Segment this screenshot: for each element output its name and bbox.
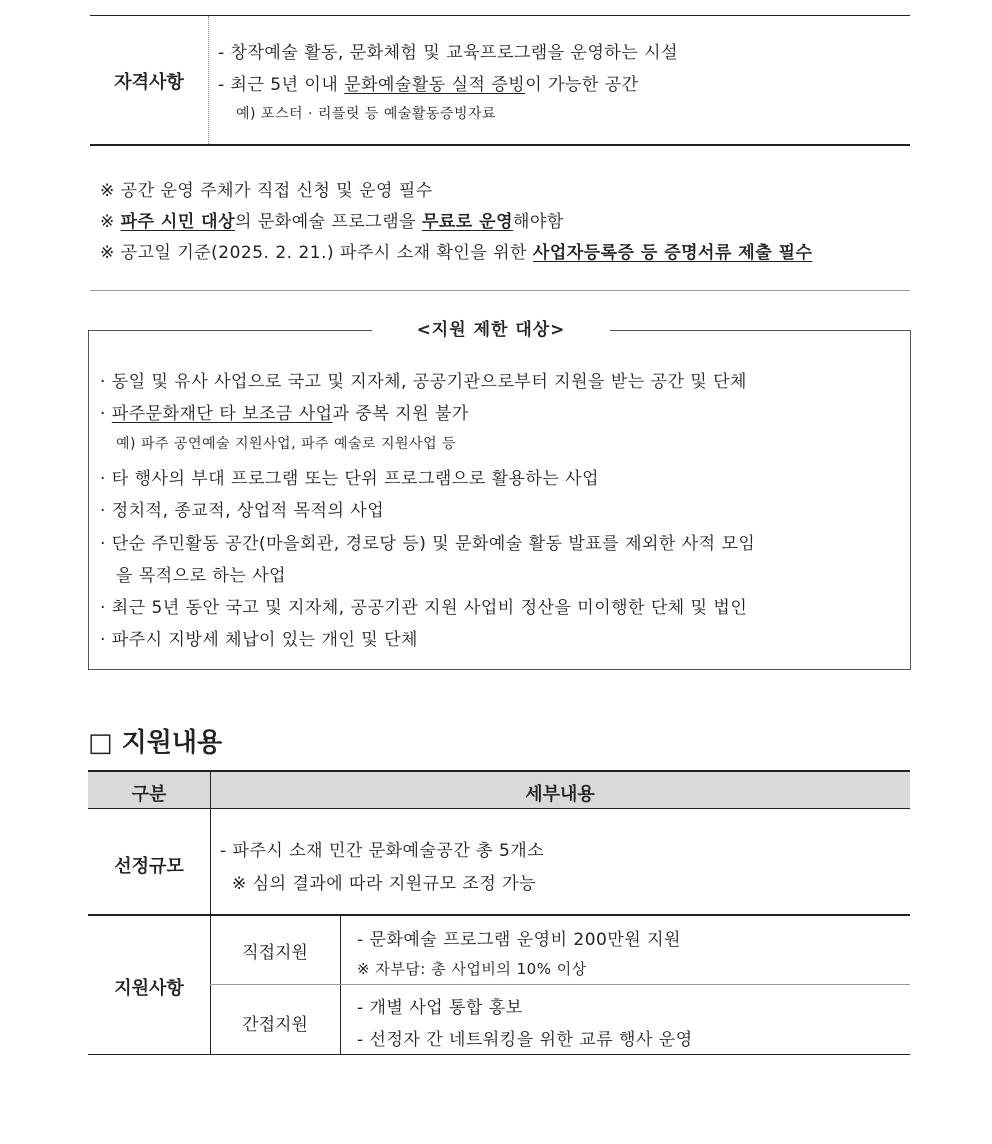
restriction-title: <지원 제한 대상> — [372, 318, 610, 342]
restriction-item-2: · 파주문화재단 타 보조금 사업과 중복 지원 불가 — [100, 404, 469, 424]
subrow-divider — [210, 984, 910, 985]
note-3: ※ 공고일 기준(2025. 2. 21.) 파주시 소재 확인을 위한 사업자등록증 등 증명서류 제출 필수 — [100, 243, 813, 263]
table-bottom-border — [90, 144, 910, 146]
direct-line-1: - 문화예술 프로그램 운영비 200만원 지원 — [357, 930, 681, 950]
subcol-divider — [340, 916, 341, 1055]
scale-line-1: - 파주시 소재 민간 문화예술공간 총 5개소 — [220, 841, 545, 861]
support-header-bottom — [88, 808, 910, 809]
scale-label: 선정규모 — [114, 856, 184, 877]
support-heading: □ 지원내용 — [88, 728, 223, 758]
table-top-border — [90, 15, 910, 16]
scale-row-bottom — [88, 914, 910, 916]
restriction-item-5: · 단순 주민활동 공간(마을회관, 경로당 등) 및 문화예술 활동 발표를 제외한 사적 모임 — [100, 534, 756, 554]
col-header-details: 세부내용 — [525, 784, 595, 805]
restriction-item-2-example: 예) 파주 공연예술 지원사업, 파주 예술로 지원사업 등 — [116, 436, 457, 452]
eligibility-label: 자격사항 — [114, 72, 184, 93]
restriction-item-5-cont: 을 목적으로 하는 사업 — [116, 566, 287, 586]
restriction-item-1: · 동일 및 유사 사업으로 국고 및 지자체, 공공기관으로부터 지원을 받는 공간 및 단체 — [100, 372, 747, 392]
column-divider — [208, 16, 209, 144]
eligibility-line-1: - 창작예술 활동, 문화체험 및 교육프로그램을 운영하는 시설 — [218, 43, 678, 63]
note-1: ※ 공간 운영 주체가 직접 신청 및 운영 필수 — [100, 181, 433, 201]
scale-line-2: ※ 심의 결과에 따라 지원규모 조정 가능 — [232, 874, 536, 894]
eligibility-line-2: - 최근 5년 이내 문화예술활동 실적 증빙이 가능한 공간 — [218, 75, 639, 95]
section-divider — [90, 290, 910, 291]
direct-label: 직접지원 — [242, 943, 308, 963]
eligibility-example: 예) 포스터 · 리플릿 등 예술활동증빙자료 — [236, 106, 497, 122]
items-label: 지원사항 — [114, 978, 184, 999]
indirect-line-2: - 선정자 간 네트워킹을 위한 교류 행사 운영 — [357, 1030, 693, 1050]
restriction-item-3: · 타 행사의 부대 프로그램 또는 단위 프로그램으로 활용하는 사업 — [100, 469, 600, 489]
restriction-item-4: · 정치적, 종교적, 상업적 목적의 사업 — [100, 501, 385, 521]
note-2: ※ 파주 시민 대상의 문화예술 프로그램을 무료로 운영해야함 — [100, 212, 564, 232]
direct-line-2: ※ 자부담: 총 사업비의 10% 이상 — [357, 960, 587, 978]
restriction-item-7: · 파주시 지방세 체납이 있는 개인 및 단체 — [100, 630, 418, 650]
restriction-item-6: · 최근 5년 동안 국고 및 지자체, 공공기관 지원 사업비 정산을 미이행한 단체 및 법인 — [100, 598, 748, 618]
col-header-category: 구분 — [131, 784, 167, 805]
support-table-bottom — [88, 1054, 910, 1055]
indirect-line-1: - 개별 사업 통합 홍보 — [357, 998, 523, 1018]
support-table-top — [88, 770, 910, 772]
indirect-label: 간접지원 — [242, 1015, 308, 1035]
